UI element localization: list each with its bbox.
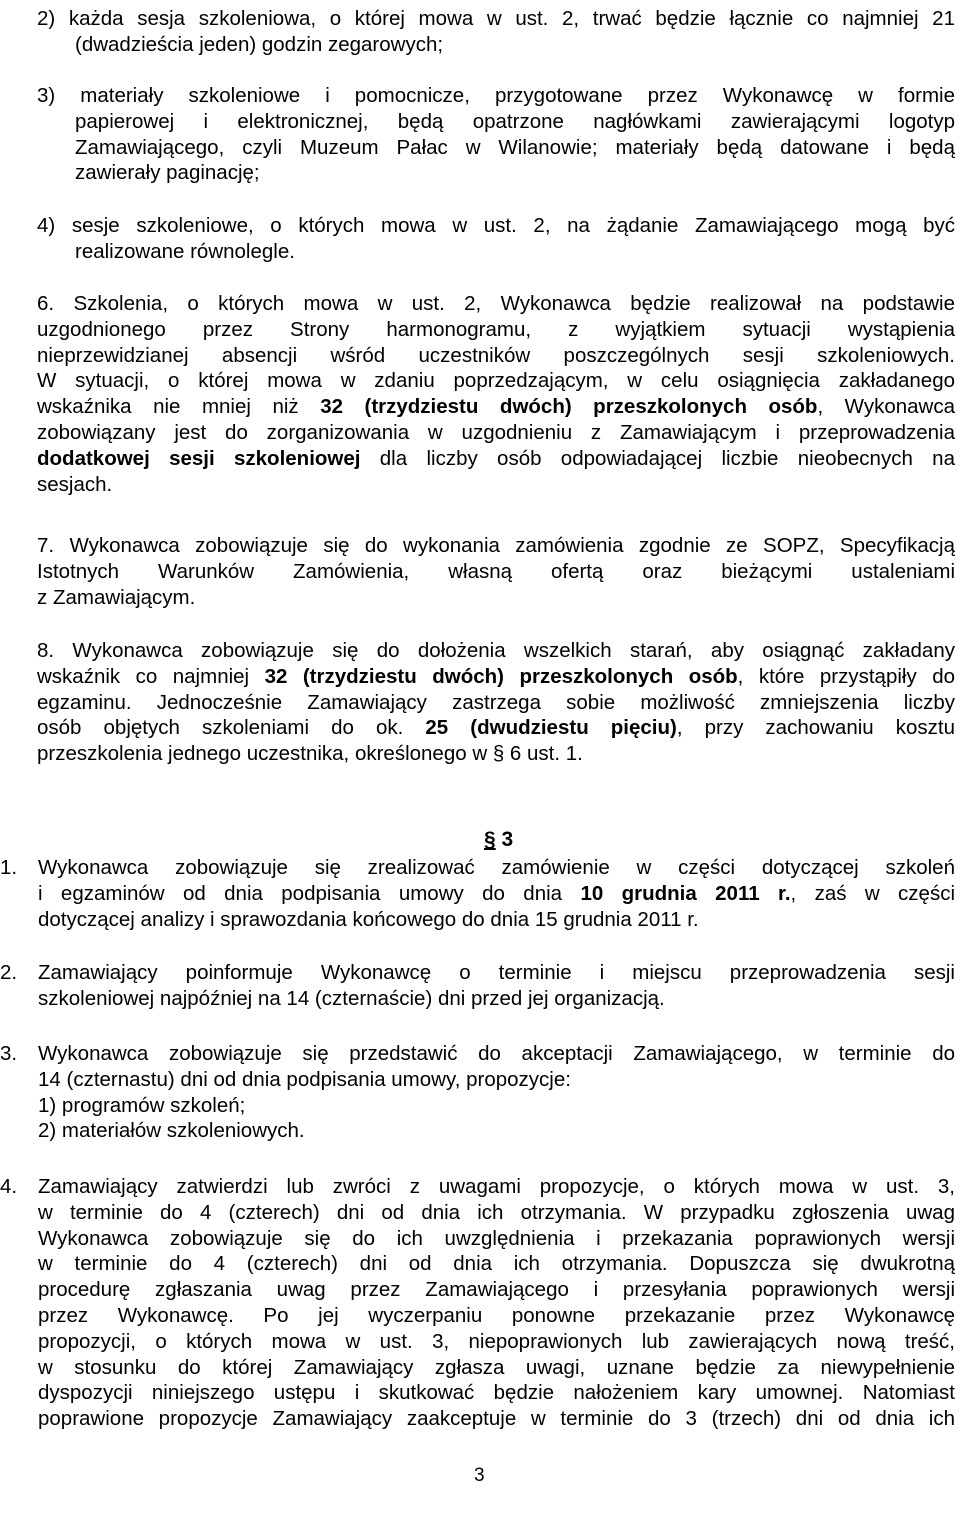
section-point-4 (0, 1174, 955, 1432)
text-line: Wykonawca zobowiązuje się przedstawić do akceptacji Zamawiającego, w terminie do (38, 1042, 955, 1065)
text-line: 4) sesje szkoleniowe, o których mowa w ust. 2, na żądanie Zamawiającego mogą być (37, 214, 955, 237)
text-line: 3) materiały szkoleniowe i pomocnicze, przygotowane przez Wykonawcę w formie (37, 84, 955, 107)
text-line (37, 715, 955, 741)
text-line: dotyczącej analizy i sprawozdania końcowego do dnia 15 grudnia 2011 r. (38, 907, 699, 931)
text-run: , Wykonawca (817, 395, 956, 419)
list-item-2 (37, 6, 955, 58)
list-item-4 (37, 213, 955, 265)
point-body (0, 1041, 955, 1144)
point-number: 4. (0, 1175, 18, 1198)
text-line: Zamawiającego, czyli Muzeum Pałac w Wilanowie; materiały będą datowane i będą (75, 135, 955, 159)
text-line: szkoleniowej najpóźniej na 14 (czternaście) dni przed jej organizacją. (38, 986, 665, 1010)
list-item-3 (37, 83, 955, 186)
text-line: przez Wykonawcę. Po jej wyczerpaniu ponowne przekazanie przez Wykonawcę (38, 1303, 955, 1327)
text-run: wskaźnika nie mniej niż (37, 395, 321, 419)
text-line: 7. Wykonawca zobowiązuje się do wykonania zamówienia zgodnie ze SOPZ, Specyfikacją (37, 534, 955, 557)
section-point-1 (0, 855, 955, 932)
text-line: sesjach. (37, 472, 113, 496)
text-line: 1) programów szkoleń; (38, 1093, 246, 1117)
text-line: realizowane równolegle. (75, 239, 295, 263)
point-number: 1. (0, 856, 18, 879)
text-line: propozycji, o których mowa w ust. 3, niepoprawionych lub zawierających nową treść, (38, 1329, 955, 1353)
text-run: , które przystąpiły do (737, 664, 955, 688)
text-run: dla liczby osób odpowiadającej liczbie nieobecnych na (360, 446, 955, 470)
text-line: procedurę zgłaszania uwag przez Zamawiającego i przesyłania poprawionych wersji (38, 1278, 955, 1302)
section-point-3 (0, 1041, 955, 1144)
text-line: egzaminu. Jednocześnie Zamawiający zastrzega sobie możliwość zmniejszenia liczby (37, 690, 955, 714)
text-line: z Zamawiającym. (37, 585, 196, 609)
point-number: 3. (0, 1042, 18, 1065)
text-line (37, 446, 955, 472)
text-run: osób objętych szkoleniami do ok. (37, 716, 426, 740)
bold-run: dodatkowej sesji szkoleniowej (37, 446, 361, 470)
section-point-2 (0, 960, 955, 1012)
text-line: Zamawiający poinformuje Wykonawcę o terminie i miejscu przeprowadzenia sesji (38, 961, 955, 984)
text-line: 2) materiałów szkoleniowych. (38, 1119, 305, 1143)
text-line: zobowiązany jest do zorganizowania w uzgodnieniu z Zamawiającym i przeprowadzenia (37, 420, 955, 444)
text-line: Wykonawca zobowiązuje się do ich uwzględnienia i przekazania poprawionych wersji (38, 1226, 955, 1250)
text-run: , zaś w części (790, 881, 955, 905)
text-line: nieprzewidzianej absencji wśród uczestników poszczególnych sesji szkoleniowych. (37, 343, 955, 367)
point-number: 2. (0, 961, 18, 984)
text-line: 2) każda sesja szkoleniowa, o której mowa w ust. 2, trwać będzie łącznie co najmniej 21 (37, 7, 955, 30)
paragraph-6 (37, 291, 955, 497)
text-run: i egzaminów od dnia podpisania umowy do dnia (38, 881, 581, 905)
text-line: (dwadzieścia jeden) godzin zegarowych; (75, 32, 444, 56)
text-line: w terminie do 4 (czterech) dni od dnia ich otrzymania. W przypadku zgłoszenia uwag (38, 1200, 955, 1224)
text-run: , przy zachowaniu kosztu (676, 716, 956, 740)
text-line: poprawione propozycje Zamawiający zaakceptuje w terminie do 3 (trzech) dni od dnia ich (38, 1407, 955, 1431)
text-line: uzgodnionego przez Strony harmonogramu, z wyjątkiem sytuacji wystąpienia (37, 317, 955, 341)
page-number: 3 (474, 1465, 485, 1486)
bold-run: 10 grudnia 2011 r. (580, 881, 791, 905)
text-line: zawierały paginację; (75, 161, 260, 185)
bold-run: 32 (trzydziestu dwóch) przeszkolonych osób (264, 664, 738, 688)
text-line: 8. Wykonawca zobowiązuje się do dołożenia wszelkich starań, aby osiągnąć zakładany (37, 639, 955, 662)
text-line: Zamawiający zatwierdzi lub zwróci z uwagami propozycje, o których mowa w ust. 3, (38, 1175, 955, 1198)
section-sign: § (484, 828, 496, 851)
text-line: dyspozycji niniejszego ustępu i skutkować będzie nałożeniem kary umownej. Natomiast (38, 1381, 955, 1405)
text-line: Istotnych Warunków Zamówienia, własną ofertą oraz bieżącymi ustaleniami (37, 559, 955, 583)
paragraph-8 (37, 638, 955, 767)
text-line: 6. Szkolenia, o których mowa w ust. 2, Wykonawca będzie realizował na podstawie (37, 292, 955, 315)
paragraph-7 (37, 533, 955, 610)
bold-run: 25 (dwudziestu pięciu) (425, 716, 677, 740)
text-line: W sytuacji, o której mowa w zdaniu poprzedzającym, w celu osiągnięcia zakładanego (37, 369, 955, 393)
bold-run: 32 (trzydziestu dwóch) przeszkolonych osób (320, 395, 818, 419)
point-body (0, 855, 955, 932)
text-line: przeszkolenia jednego uczestnika, określonego w § 6 ust. 1. (37, 742, 583, 766)
point-body (0, 960, 955, 1012)
text-line: w terminie do 4 (czterech) dni od dnia ich otrzymania. Dopuszcza się dwukrotną (38, 1252, 955, 1276)
section-heading (484, 827, 513, 853)
text-line: papierowej i elektronicznej, będą opatrzone nagłówkami zawierającymi logotyp (75, 109, 955, 133)
section-number: 3 (501, 828, 514, 851)
text-line: 14 (czternastu) dni od dnia podpisania umowy, propozycje: (38, 1067, 571, 1091)
text-line (37, 394, 955, 420)
text-run: wskaźnik co najmniej (37, 664, 265, 688)
point-body (0, 1174, 955, 1432)
text-line (37, 664, 955, 690)
text-line (38, 881, 955, 907)
text-line: Wykonawca zobowiązuje się zrealizować zamówienie w części dotyczącej szkoleń (38, 856, 955, 879)
text-line: w stosunku do której Zamawiający zgłasza uwagi, uznane będzie za niewypełnienie (38, 1355, 955, 1379)
